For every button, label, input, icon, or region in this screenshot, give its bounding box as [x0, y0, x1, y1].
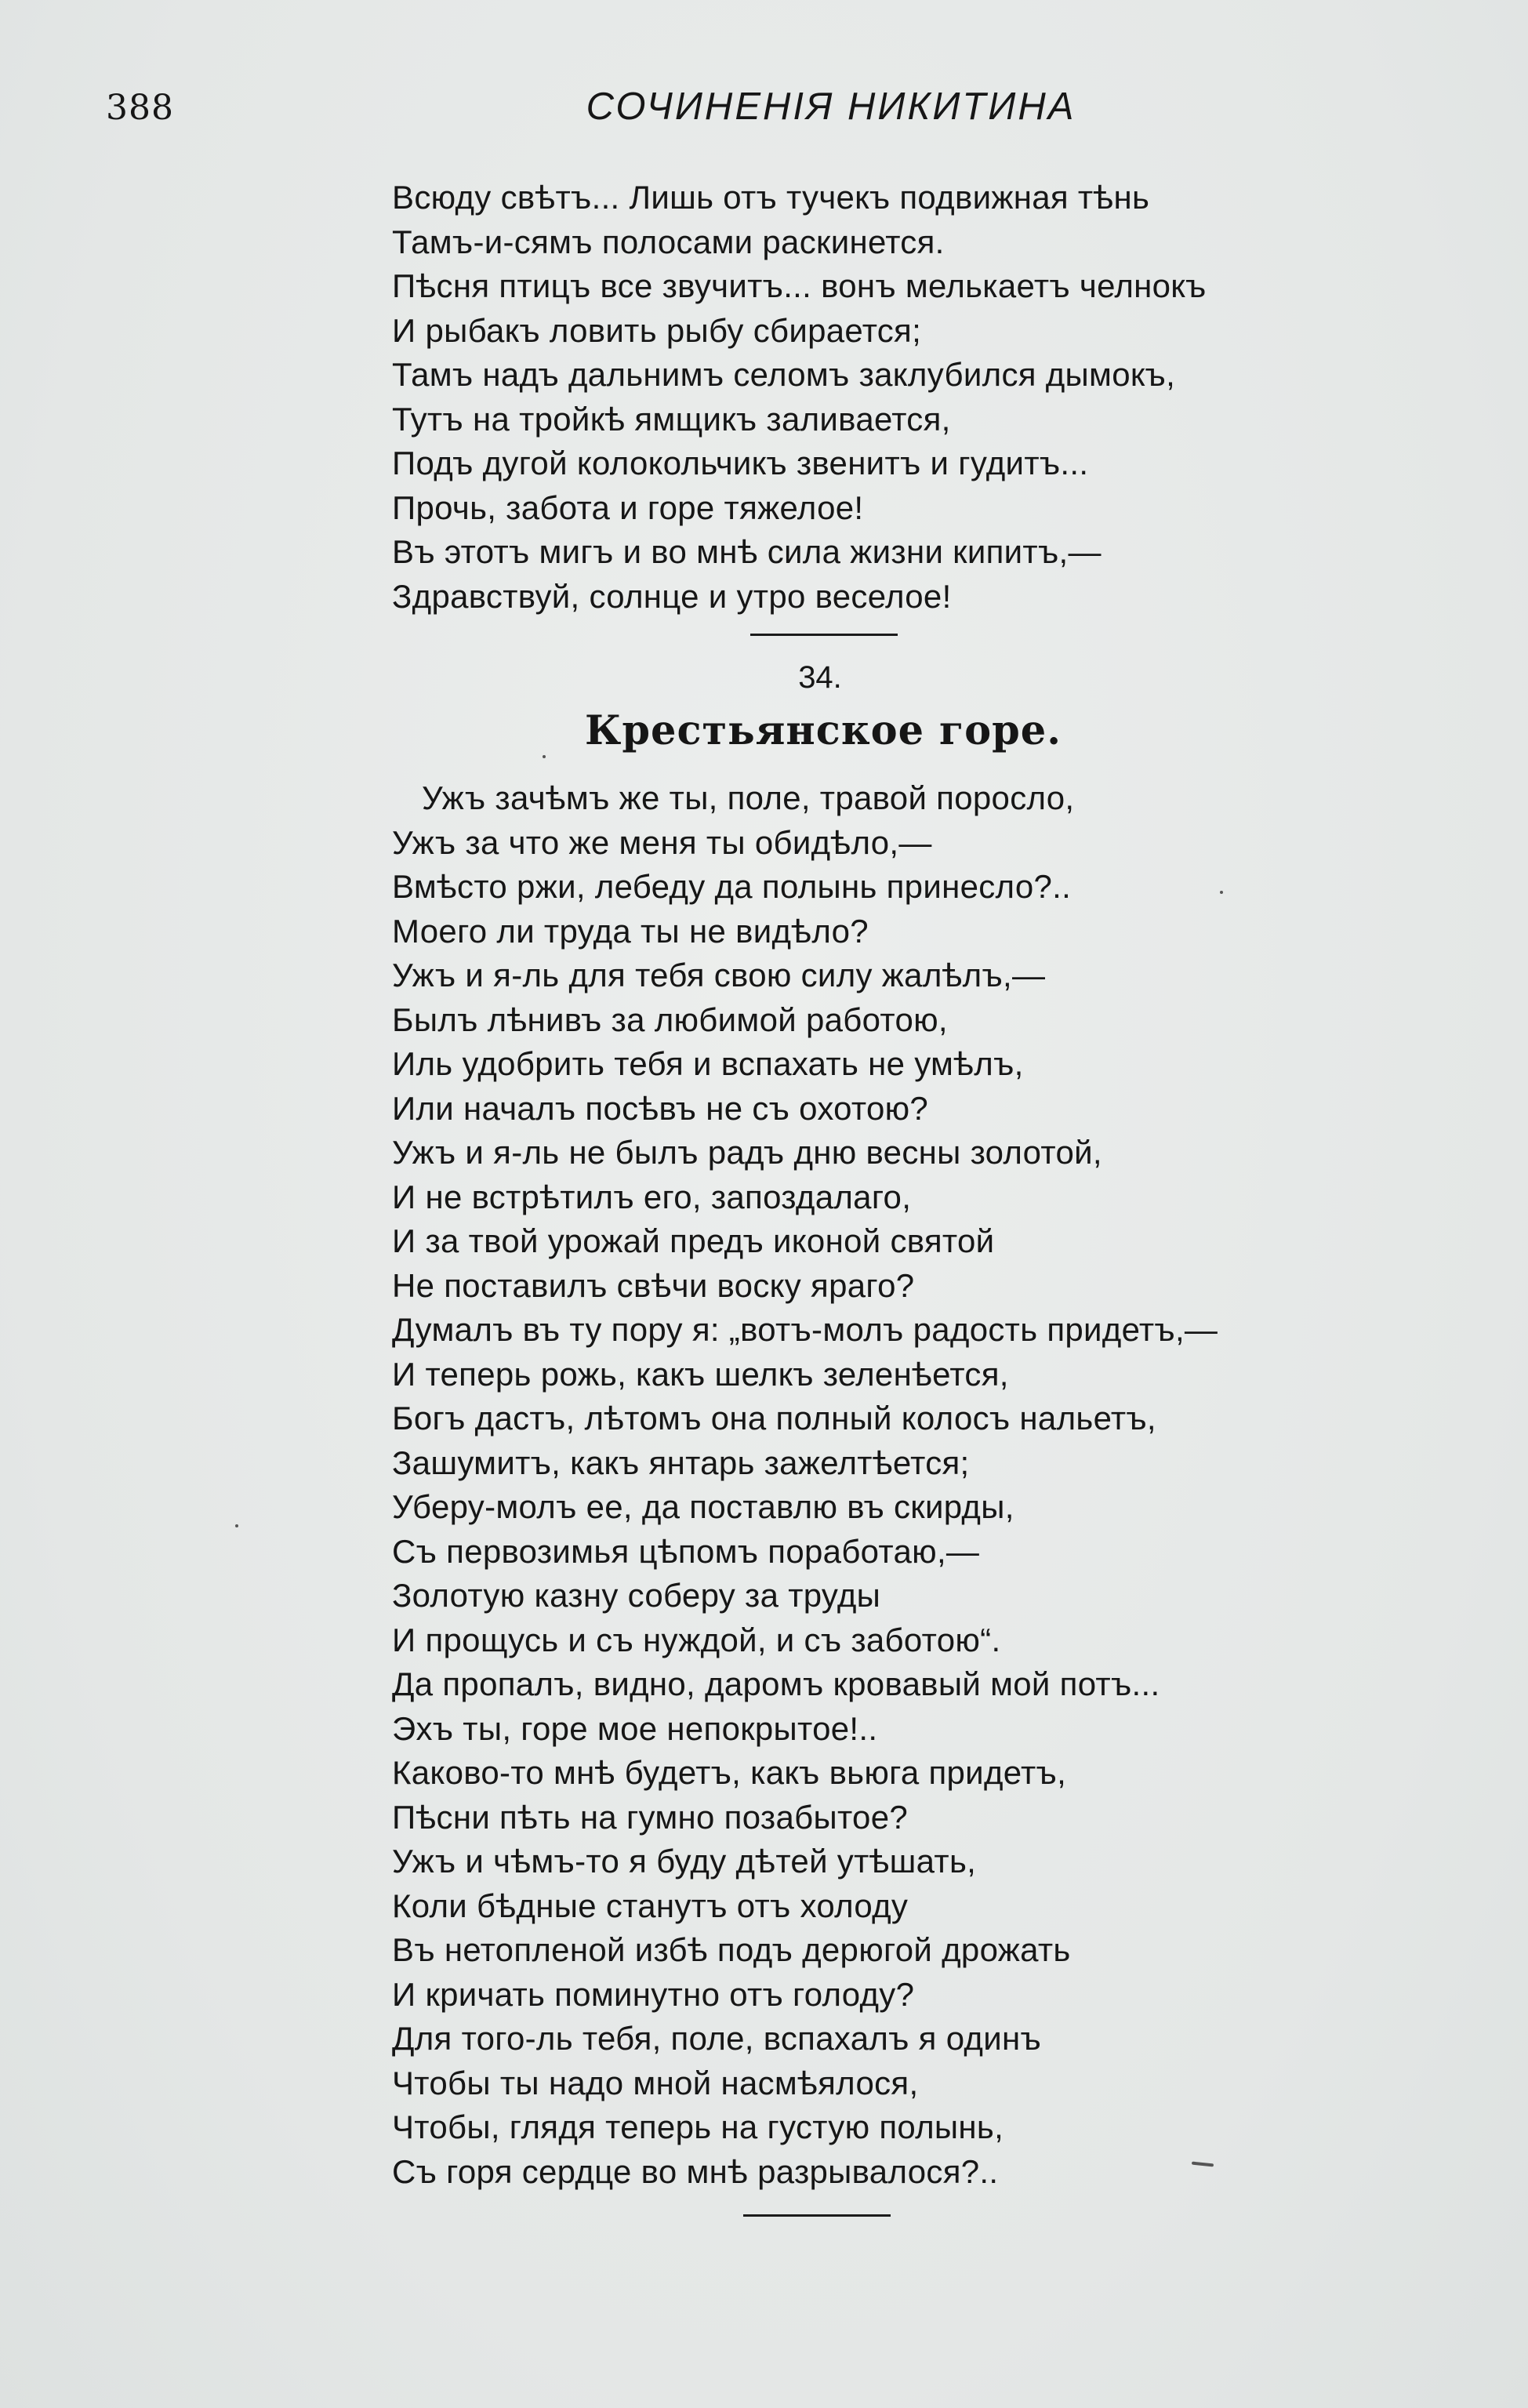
- section-divider: [750, 634, 898, 636]
- verse-line: Вмѣсто ржи, лебеду да полынь принесло?..: [392, 868, 1072, 905]
- verse-line: Думалъ въ ту пору я: „вотъ-молъ радость придетъ,—: [392, 1311, 1218, 1348]
- verse-line: И не встрѣтилъ его, запоздалаго,: [392, 1178, 912, 1215]
- verse-line: Тамъ-и-сямъ полосами раскинется.: [392, 223, 945, 260]
- verse-line: Золотую казну соберу за труды: [392, 1577, 881, 1614]
- verse-line: И кричать поминутно отъ голоду?: [392, 1975, 915, 2013]
- verse-line: Для того-ль тебя, поле, вспахалъ я одинъ: [392, 2020, 1042, 2057]
- verse-line: Ужъ зачѣмъ же ты, поле, травой поросло,: [422, 779, 1075, 816]
- poem-number: 34.: [798, 660, 842, 695]
- verse-line: Ужъ и я-ль не былъ радъ дню весны золотой,: [392, 1134, 1102, 1171]
- verse-line: Коли бѣдные станутъ отъ холоду: [392, 1887, 909, 1924]
- verse-line: И рыбакъ ловить рыбу сбирается;: [392, 311, 922, 349]
- paper-speck: [543, 755, 546, 758]
- verse-line: Каково-то мнѣ будетъ, какъ вьюга придетъ,: [392, 1754, 1067, 1791]
- end-divider: [743, 2214, 891, 2217]
- poem-title: Крестьянское горе.: [584, 707, 1062, 754]
- verse-line: Былъ лѣнивъ за любимой работою,: [392, 1001, 948, 1038]
- verse-line: Ужъ и чѣмъ-то я буду дѣтей утѣшать,: [392, 1843, 977, 1880]
- verse-line: Въ этотъ мигъ и во мнѣ сила жизни кипитъ,—: [392, 533, 1102, 570]
- verse-line: Тутъ на тройкѣ ямщикъ заливается,: [392, 400, 951, 438]
- verse-line: И прощусь и съ нуждой, и съ заботою“.: [392, 1621, 1001, 1658]
- verse-line: Въ нетопленой избѣ подъ дерюгой дрожать: [392, 1931, 1071, 1968]
- verse-line: Чтобы ты надо мной насмѣялося,: [392, 2064, 919, 2101]
- verse-line: Прочь, забота и горе тяжелое!: [392, 489, 864, 526]
- previous-poem-ending: [392, 176, 1207, 619]
- verse-line: Зашумитъ, какъ янтарь зажелтѣется;: [392, 1444, 970, 1481]
- verse-line: И теперь рожь, какъ шелкъ зеленѣется,: [392, 1355, 1009, 1393]
- verse-line: Моего ли труда ты не видѣло?: [392, 912, 869, 950]
- page-number: 388: [106, 88, 174, 128]
- verse-line: Чтобы, глядя теперь на густую полынь,: [392, 2108, 1004, 2145]
- verse-line: Всюду свѣтъ... Лишь отъ тучекъ подвижная тѣнь: [392, 179, 1150, 216]
- running-head: СОЧИНЕНІЯ НИКИТИНА: [586, 85, 1076, 128]
- verse-line: Съ первозимья цѣпомъ поработаю,—: [392, 1532, 980, 1570]
- verse-line: И за твой урожай предъ иконой святой: [392, 1222, 995, 1259]
- verse-line: Богъ дастъ, лѣтомъ она полный колосъ нальетъ,: [392, 1400, 1156, 1436]
- verse-line: Эхъ ты, горе мое непокрытое!..: [392, 1709, 878, 1747]
- verse-line: Иль удобрить тебя и вспахать не умѣлъ,: [392, 1045, 1024, 1082]
- paper-speck: [235, 1524, 238, 1527]
- verse-line: Или началъ посѣвъ не съ охотою?: [392, 1089, 929, 1127]
- paper-speck: [1220, 891, 1223, 894]
- verse-line: Ужъ и я-ль для тебя свою силу жалѣлъ,—: [392, 957, 1046, 993]
- verse-line: Пѣсня птицъ все звучитъ... вонъ мелькаетъ челнокъ: [392, 267, 1207, 304]
- verse-line: Ужъ за что же меня ты обидѣло,—: [392, 823, 932, 861]
- verse-line: Тамъ надъ дальнимъ селомъ заклубился дымокъ,: [392, 356, 1176, 393]
- verse-line: Здравствуй, солнце и утро веселое!: [392, 577, 952, 615]
- verse-line: Пѣсни пѣть на гумно позабытое?: [392, 1798, 909, 1836]
- verse-line: Да пропалъ, видно, даромъ кровавый мой потъ...: [392, 1665, 1160, 1702]
- verse-line: Уберу-молъ ее, да поставлю въ скирды,: [392, 1488, 1014, 1525]
- poem-body: [392, 776, 1218, 2194]
- verse-line: Съ горя сердце во мнѣ разрывалося?..: [392, 2152, 999, 2190]
- verse-line: Подъ дугой колокольчикъ звенитъ и гудитъ...: [392, 445, 1089, 481]
- verse-line: Не поставилъ свѣчи воску яраго?: [392, 1266, 915, 1304]
